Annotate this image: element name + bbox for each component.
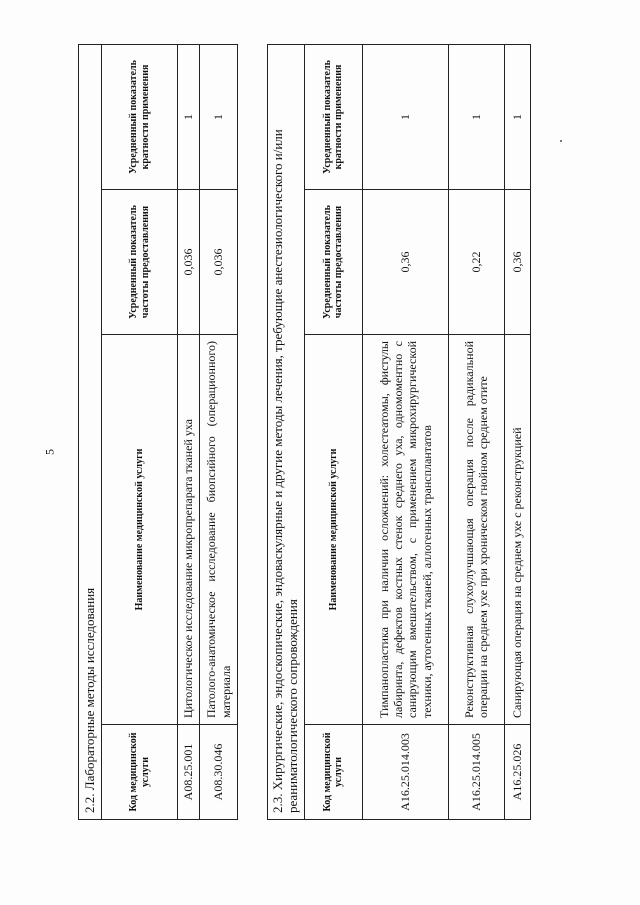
- header-code: Код медицинской услуги: [102, 725, 178, 820]
- multiplicity-value: 1: [178, 44, 200, 189]
- table-row: [448, 44, 504, 819]
- header-frequency: Усредненный показатель частоты предоставления: [102, 190, 178, 335]
- frequency-value: 0,036: [200, 190, 238, 335]
- service-code: A16.25.014.003: [362, 725, 448, 820]
- table-row: [200, 44, 238, 819]
- multiplicity-value: 1: [362, 44, 448, 189]
- table-row: [362, 44, 448, 819]
- service-name: Реконструктивная слухоулучшающая операция после радикальной операции на среднем ухе при хроническом гнойном среднем отите: [448, 335, 504, 725]
- section-title: 2.3. Хирургические, эндоскопические, эндоваскулярные и другие методы лечения, требующие анестезиологического и/или реаниматологического сопровождения: [268, 44, 305, 819]
- frequency-value: 0,22: [448, 190, 504, 335]
- service-code: A16.25.026: [504, 725, 530, 820]
- multiplicity-value: 1: [448, 44, 504, 189]
- section-title: 2.2. Лабораторные методы исследования: [79, 44, 102, 819]
- multiplicity-value: 1: [504, 44, 530, 189]
- header-code: Код медицинской услуги: [304, 725, 362, 820]
- header-name: Наименование медицинской услуги: [102, 335, 178, 725]
- header-multiplicity: Усредненный показатель кратности применения: [304, 44, 362, 189]
- table-row: [504, 44, 530, 819]
- table-row: [178, 44, 200, 819]
- service-name: Тимпанопластика при наличии осложнений: холестеатомы, фистулы лабиринта, дефектов костных стенок среднего уха, одномоментно с санирующим вмешательством, с применением микрохирургической техники, аутогенных тканей, аллогенных трансплантатов: [362, 335, 448, 725]
- header-name: Наименование медицинской услуги: [304, 335, 362, 725]
- service-name: Патолого-анатомическое исследование биопсийного (операционного) материала: [200, 335, 238, 725]
- page-number: 5: [42, 449, 57, 455]
- frequency-value: 0,036: [178, 190, 200, 335]
- service-name: Санирующая операция на среднем ухе с реконструкцией: [504, 335, 530, 725]
- service-name: Цитологическое исследование микропрепарата тканей уха: [178, 335, 200, 725]
- section-laboratory: [78, 45, 248, 820]
- service-code: A08.30.046: [200, 725, 238, 820]
- scan-speck: [560, 140, 562, 142]
- header-multiplicity: Усредненный показатель кратности применения: [102, 44, 178, 189]
- laboratory-table: [78, 44, 238, 820]
- header-frequency: Усредненный показатель частоты предоставления: [304, 190, 362, 335]
- service-code: A08.25.001: [178, 725, 200, 820]
- service-code: A16.25.014.005: [448, 725, 504, 820]
- frequency-value: 0,36: [504, 190, 530, 335]
- multiplicity-value: 1: [200, 44, 238, 189]
- frequency-value: 0,36: [362, 190, 448, 335]
- surgical-table: [267, 44, 531, 820]
- section-surgical: [267, 45, 559, 820]
